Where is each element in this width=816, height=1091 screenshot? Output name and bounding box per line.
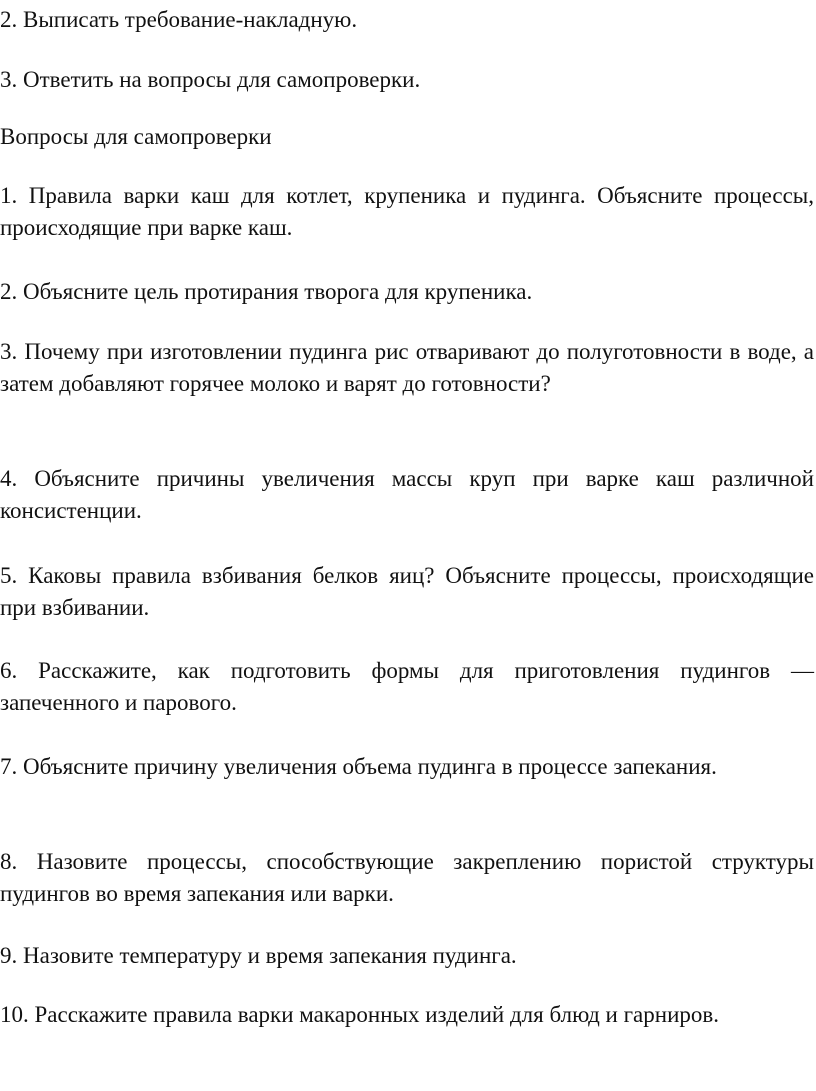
question-3: 3. Почему при изготовлении пудинга рис отваривают до полуготовности в воде, а затем добавляют горячее молоко и варят до готовности? xyxy=(0,339,814,396)
question-7: 7. Объясните причину увеличения объема пудинга в процессе запекания. xyxy=(0,754,717,779)
question-8: 8. Назовите процессы, способствующие закреплению пористой структуры пудингов во время запекания или варки. xyxy=(0,849,814,906)
question-4: 4. Объясните причины увеличения массы круп при варке каш различной консистенции. xyxy=(0,466,814,523)
question-1: 1. Правила варки каш для котлет, крупеника и пудинга. Объясните процессы, происходящие при варке каш. xyxy=(0,183,814,240)
step-2-text: 2. Выписать требование-накладную. xyxy=(0,7,358,32)
question-9: 9. Назовите температуру и время запекания пудинга. xyxy=(0,943,517,968)
questions-heading: Вопросы для самопроверки xyxy=(0,124,272,149)
question-2: 2. Объясните цель протирания творога для крупеника. xyxy=(0,279,533,304)
step-3-text: 3. Ответить на вопросы для самопроверки. xyxy=(0,67,421,92)
question-10: 10. Расскажите правила варки макаронных изделий для блюд и гарниров. xyxy=(0,1002,719,1027)
question-5: 5. Каковы правила взбивания белков яиц? Объясните процессы, происходящие при взбивании. xyxy=(0,563,814,620)
question-6: 6. Расскажите, как подготовить формы для приготовления пудингов — запеченного и парового. xyxy=(0,658,814,715)
